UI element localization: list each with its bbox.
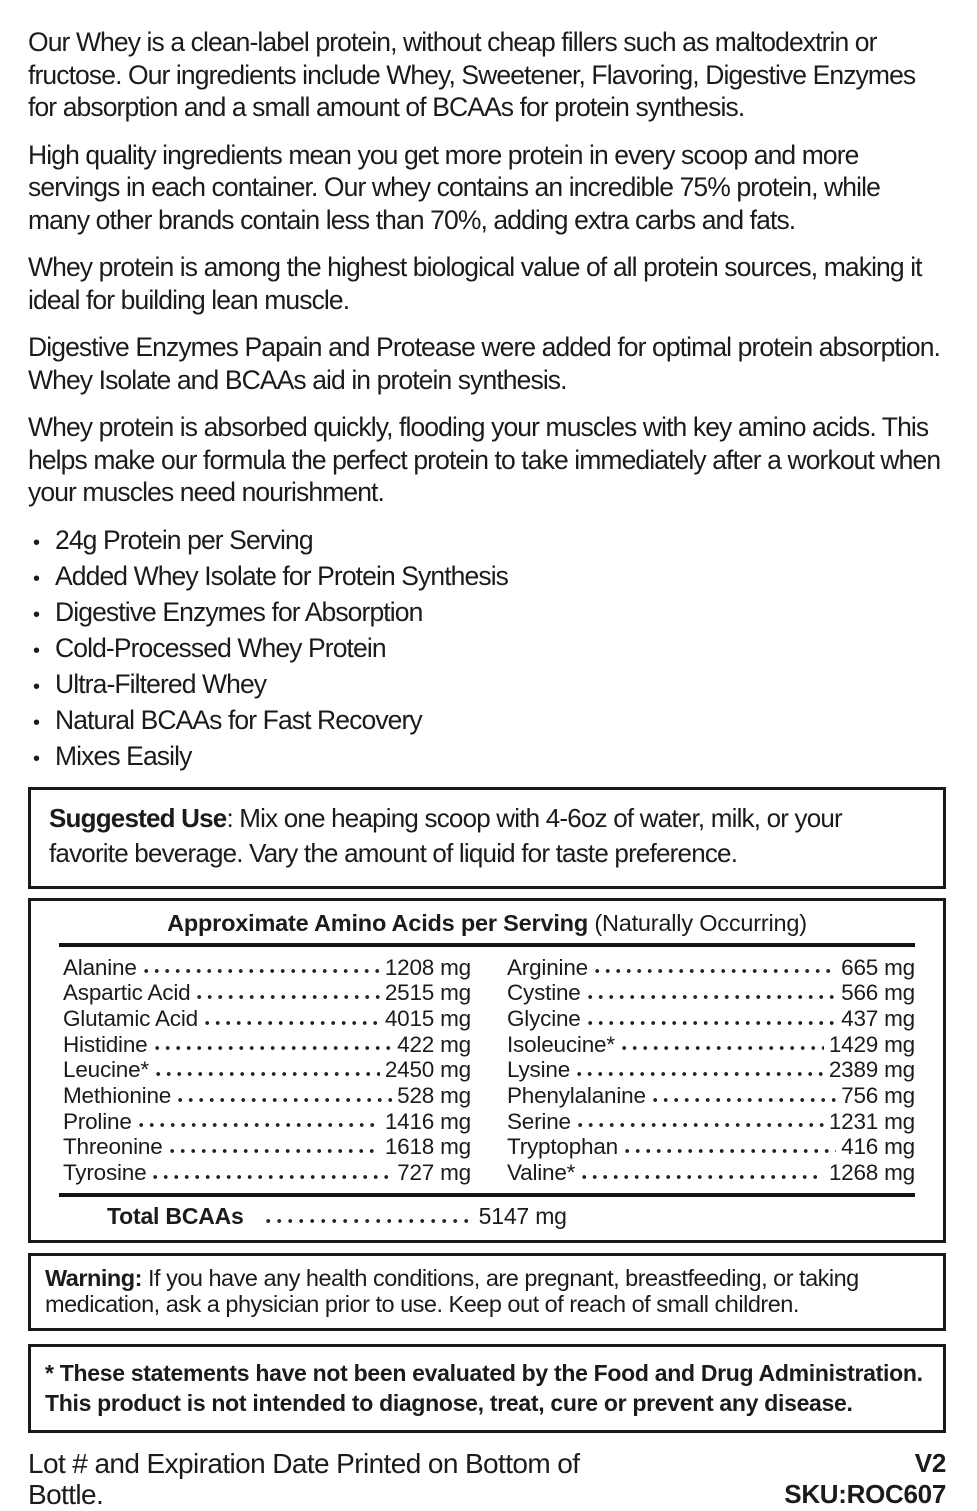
bullet-icon: • — [33, 675, 40, 698]
bullet-icon: • — [33, 639, 40, 662]
amino-value: 1618 mg — [384, 1134, 471, 1160]
fda-disclaimer-line1: * These statements have not been evaluated by the Food and Drug Administration. — [45, 1359, 923, 1386]
total-bcaas-value: 5147 mg — [478, 1202, 567, 1229]
dotted-leader — [588, 1017, 837, 1027]
absorption-paragraph: Whey protein is absorbed quickly, flooding your muscles with key amino acids. This helps make our formula the perfect protein to take immediately after a workout when your muscles need nourishment. — [28, 412, 941, 507]
amino-name: Threonine — [63, 1134, 163, 1160]
table-row — [507, 1057, 915, 1083]
amino-column-left — [63, 955, 471, 1186]
table-row — [63, 1083, 471, 1109]
amino-name: Serine — [507, 1108, 571, 1134]
amino-value: 566 mg — [841, 980, 915, 1006]
list-item — [33, 524, 946, 560]
amino-table-note: (Naturally Occurring) — [587, 909, 807, 936]
table-row — [63, 1109, 471, 1135]
biological-value-paragraph: Whey protein is among the highest biological value of all protein sources, making it ideal for building lean muscle. — [28, 252, 922, 315]
amino-name: Arginine — [507, 954, 588, 980]
table-row — [63, 1006, 471, 1032]
amino-value: 2515 mg — [384, 980, 471, 1006]
table-row — [63, 1160, 471, 1186]
table-row — [507, 980, 915, 1006]
amino-name: Tyrosine — [63, 1160, 147, 1185]
dotted-leader — [205, 1017, 380, 1027]
table-row — [507, 1006, 915, 1032]
divider — [59, 1193, 915, 1197]
lot-expiration-text: Lot # and Expiration Date Printed on Bottom of Bottle. — [28, 1447, 580, 1511]
table-row — [507, 1083, 915, 1109]
amino-value: 665 mg — [841, 954, 915, 980]
amino-value: 1429 mg — [828, 1031, 915, 1057]
table-row — [63, 1057, 471, 1083]
bullet-text: Digestive Enzymes for Absorption — [55, 596, 423, 627]
table-row — [507, 955, 915, 981]
bullet-icon: • — [33, 711, 40, 734]
list-item — [33, 632, 946, 668]
amino-value: 756 mg — [841, 1082, 915, 1108]
table-row — [507, 1134, 915, 1160]
amino-name: Aspartic Acid — [63, 980, 191, 1006]
suggested-use-label: Suggested Use — [49, 802, 227, 833]
amino-value: 727 mg — [397, 1160, 471, 1185]
table-row — [63, 980, 471, 1006]
table-row — [63, 1032, 471, 1058]
feature-bullet-list — [33, 524, 946, 776]
quality-paragraph: High quality ingredients mean you get more protein in every scoop and more servings in each container. Our whey contains an incredible 75% protein, while many other brands contain less than 70%, adding extra carbs and fats. — [28, 139, 880, 235]
amino-table — [43, 954, 931, 1186]
amino-name: Phenylalanine — [507, 1082, 646, 1108]
dotted-leader — [588, 991, 837, 1001]
amino-name: Lysine — [507, 1057, 571, 1083]
fda-disclaimer-box — [28, 1344, 946, 1433]
list-item — [33, 704, 946, 740]
amino-name: Leucine* — [63, 1057, 149, 1083]
table-row — [507, 1032, 915, 1058]
dotted-leader — [139, 1119, 380, 1129]
amino-value: 416 mg — [841, 1134, 915, 1160]
list-item — [33, 740, 946, 776]
total-bcaas-label: Total BCAAs — [107, 1202, 244, 1229]
bullet-text: 24g Protein per Serving — [55, 524, 313, 555]
dotted-leader — [582, 1171, 824, 1181]
table-row — [63, 1134, 471, 1160]
dotted-leader — [155, 1042, 393, 1052]
intro-paragraph: Our Whey is a clean-label protein, without cheap fillers such as maltodextrin or fructose. Our ingredients include Whey, Sweetener, Flavoring, Digestive Enzymes for absorption and a small amount of BCAAs for protein synthesis. — [28, 27, 916, 122]
amino-value: 422 mg — [397, 1031, 471, 1057]
list-item — [33, 560, 946, 596]
bullet-text: Ultra-Filtered Whey — [55, 668, 267, 699]
amino-value: 1208 mg — [384, 954, 471, 980]
dotted-leader — [156, 1068, 380, 1078]
amino-value: 1231 mg — [828, 1108, 915, 1134]
bullet-text: Cold-Processed Whey Protein — [55, 632, 386, 663]
amino-value: 4015 mg — [384, 1005, 471, 1031]
amino-name: Glutamic Acid — [63, 1005, 198, 1031]
amino-name: Methionine — [63, 1082, 172, 1108]
bullet-icon: • — [33, 567, 40, 590]
amino-column-right — [507, 955, 915, 1186]
amino-value: 2389 mg — [828, 1057, 915, 1083]
bullet-icon: • — [33, 603, 40, 626]
table-row — [63, 955, 471, 981]
dotted-leader — [144, 965, 380, 975]
warning-text: If you have any health conditions, are pregnant, breastfeeding, or taking medication, ask a physician prior to use. Keep out of reach of small children. — [45, 1264, 859, 1318]
fda-disclaimer-line2: This product is not intended to diagnose, treat, cure or prevent any disease. — [45, 1389, 853, 1416]
amino-name: Histidine — [63, 1031, 148, 1057]
suggested-use-text: : Mix one heaping scoop with 4-6oz of water, milk, or your favorite beverage. Vary the amount of liquid for taste preference. — [49, 802, 842, 868]
table-row — [507, 1109, 915, 1135]
dotted-leader — [197, 991, 379, 1001]
amino-value: 1268 mg — [828, 1160, 915, 1185]
dotted-leader — [622, 1042, 824, 1052]
amino-table-title: Approximate Amino Acids per Serving — [167, 909, 588, 936]
bullet-text: Added Whey Isolate for Protein Synthesis — [55, 560, 509, 591]
amino-name: Alanine — [63, 954, 137, 980]
total-bcaas-row — [43, 1200, 931, 1233]
version-text: V2 — [914, 1447, 946, 1478]
divider — [59, 943, 915, 947]
amino-acids-box — [28, 898, 946, 1243]
amino-value: 528 mg — [397, 1082, 471, 1108]
bullet-text: Natural BCAAs for Fast Recovery — [55, 704, 422, 735]
amino-value: 2450 mg — [384, 1057, 471, 1083]
amino-value: 437 mg — [841, 1005, 915, 1031]
dotted-leader — [577, 1068, 824, 1078]
dotted-leader — [170, 1145, 380, 1155]
dotted-leader — [595, 965, 836, 975]
suggested-use-box — [28, 787, 946, 889]
dotted-leader — [625, 1145, 836, 1155]
warning-label: Warning: — [45, 1264, 142, 1291]
bullet-text: Mixes Easily — [55, 740, 192, 771]
bullet-icon: • — [33, 747, 40, 770]
dotted-leader — [578, 1119, 824, 1129]
amino-name: Valine* — [507, 1160, 576, 1185]
amino-name: Tryptophan — [507, 1134, 618, 1160]
footer — [28, 1448, 946, 1511]
table-row — [507, 1160, 915, 1186]
dotted-leader — [153, 1171, 392, 1181]
amino-value: 1416 mg — [384, 1108, 471, 1134]
bullet-icon: • — [33, 531, 40, 554]
sku-text: SKU:ROC607 — [784, 1479, 946, 1510]
amino-name: Cystine — [507, 980, 581, 1006]
amino-name: Glycine — [507, 1005, 581, 1031]
dotted-leader — [266, 1215, 471, 1225]
list-item — [33, 596, 946, 632]
dotted-leader — [178, 1094, 392, 1104]
amino-name: Proline — [63, 1108, 132, 1134]
amino-table-header — [43, 907, 931, 941]
amino-name: Isoleucine* — [507, 1031, 615, 1057]
list-item — [33, 668, 946, 704]
warning-box — [28, 1253, 946, 1331]
enzymes-paragraph: Digestive Enzymes Papain and Protease were added for optimal protein absorption. Whey Isolate and BCAAs aid in protein synthesis. — [28, 332, 941, 395]
version-sku-block — [784, 1448, 946, 1511]
dotted-leader — [653, 1094, 836, 1104]
